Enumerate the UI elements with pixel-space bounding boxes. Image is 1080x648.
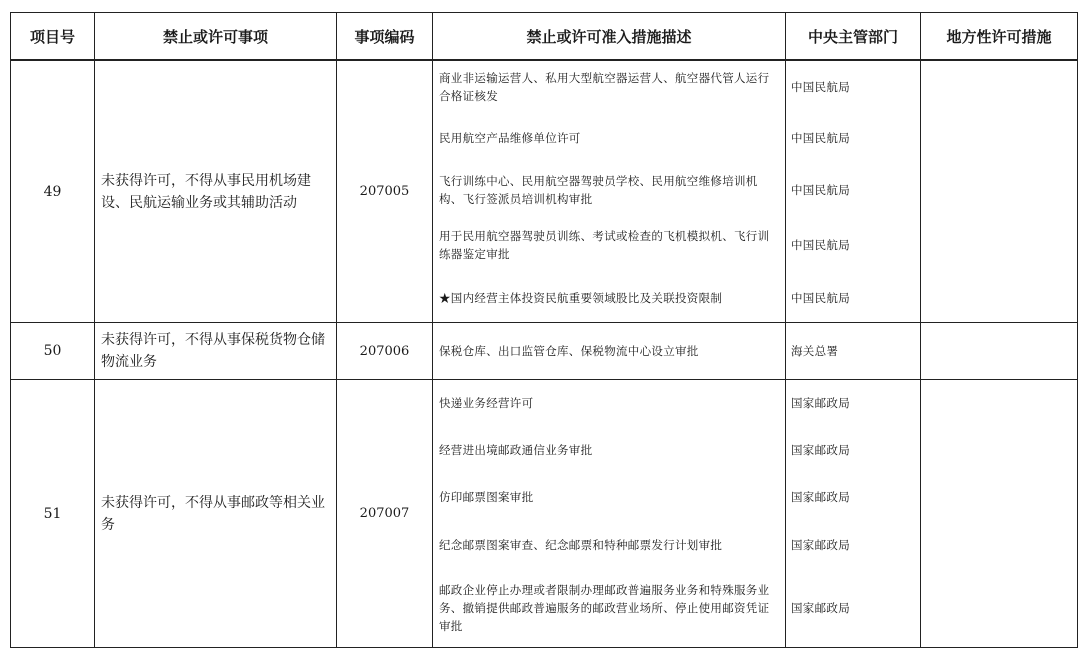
measure-desc: 保税仓库、出口监管仓库、保税物流中心设立审批 <box>439 344 699 358</box>
header-department: 中央主管部门 <box>786 13 921 61</box>
item-code: 207007 <box>337 380 433 648</box>
measures-cell <box>433 323 786 380</box>
measure-desc: 邮政企业停止办理或者限制办理邮政普遍服务业务和特殊服务业务、撤销提供邮政普遍服务的邮政营业场所、停止使用邮资凭证审批 <box>439 583 770 633</box>
department-cell <box>786 380 921 648</box>
department-name: 国家邮政局 <box>791 396 850 410</box>
header-item-no: 项目号 <box>11 13 95 61</box>
department-name: 中国民航局 <box>791 183 850 197</box>
measure-desc: 飞行训练中心、民用航空器驾驶员学校、民用航空维修培训机构、飞行签派员培训机构审批 <box>439 174 758 206</box>
table-row <box>11 60 1078 323</box>
header-measures: 禁止或许可准入措施描述 <box>433 13 786 61</box>
department-name: 中国民航局 <box>791 290 850 305</box>
measure-desc: 经营进出境邮政通信业务审批 <box>439 442 593 457</box>
department-name: 中国民航局 <box>791 131 850 145</box>
header-row <box>11 13 1078 61</box>
department-name: 海关总署 <box>791 344 839 358</box>
header-item: 禁止或许可事项 <box>95 13 337 61</box>
header-code: 事项编码 <box>337 13 433 61</box>
measure-desc: 快递业务经营许可 <box>439 396 534 410</box>
department-name: 国家邮政局 <box>791 442 850 457</box>
item-number: 51 <box>11 380 95 648</box>
item-title: 未获得许可，不得从事民用机场建设、民航运输业务或其辅助活动 <box>95 60 337 323</box>
department-name: 国家邮政局 <box>791 601 850 615</box>
department-cell <box>786 323 921 380</box>
local-measures-cell <box>921 60 1078 323</box>
header-local-measures: 地方性许可措施 <box>921 13 1078 61</box>
measures-cell <box>433 380 786 648</box>
table-row <box>11 380 1078 648</box>
measure-desc: 民用航空产品维修单位许可 <box>439 131 581 145</box>
measure-desc: ★国内经营主体投资民航重要领域股比及关联投资限制 <box>439 290 723 305</box>
department-name: 国家邮政局 <box>791 490 850 504</box>
item-code: 207005 <box>337 60 433 323</box>
item-number: 49 <box>11 60 95 323</box>
measure-desc: 商业非运输运营人、私用大型航空器运营人、航空器代管人运行合格证核发 <box>439 71 770 103</box>
measures-cell <box>433 60 786 323</box>
item-title: 未获得许可，不得从事保税货物仓储物流业务 <box>95 323 337 380</box>
item-code: 207006 <box>337 323 433 380</box>
department-name: 中国民航局 <box>791 238 850 252</box>
table-row <box>11 323 1078 380</box>
measure-desc: 仿印邮票图案审批 <box>439 490 534 504</box>
local-measures-cell <box>921 323 1078 380</box>
department-name: 中国民航局 <box>791 80 850 94</box>
measure-desc: 用于民用航空器驾驶员训练、考试或检查的飞机模拟机、飞行训练器鉴定审批 <box>439 229 770 261</box>
department-cell <box>786 60 921 323</box>
department-name: 国家邮政局 <box>791 538 850 552</box>
local-measures-cell <box>921 380 1078 648</box>
permit-table <box>10 12 1078 648</box>
item-number: 50 <box>11 323 95 380</box>
item-title: 未获得许可，不得从事邮政等相关业务 <box>95 380 337 648</box>
measure-desc: 纪念邮票图案审查、纪念邮票和特种邮票发行计划审批 <box>439 538 723 552</box>
